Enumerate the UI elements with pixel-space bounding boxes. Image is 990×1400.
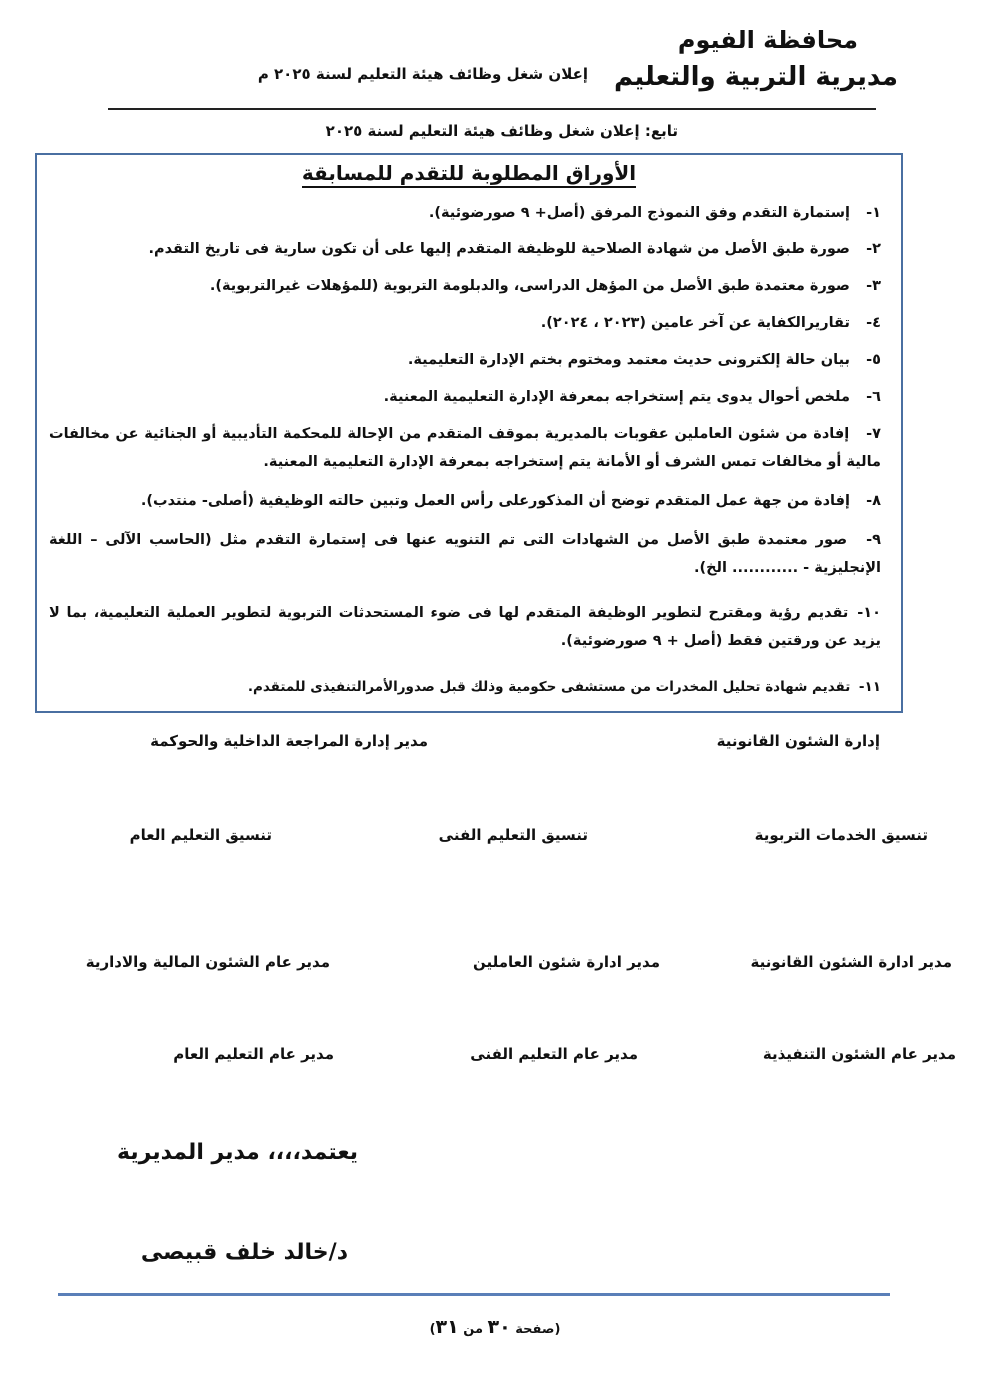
sig-dir-legal: مدير ادارة الشئون القانونية (750, 953, 952, 971)
requirements-box (35, 153, 903, 713)
list-item: ٧- إفادة من شئون العاملين عقوبات بالمديرية بموقف المتقدم من الإحالة للمحكمة التأديبية أو الجنائية عن مخالفات مالية أو مخالفات تمس الشرف أو الأمانة يتم إستخراجه بمعرفة الإدارة التعليمية المعنية. (49, 426, 881, 470)
sig-gm-finance: مدير عام الشئون المالية والادارية (85, 953, 330, 971)
page-number: (صفحة ٣٠ من ٣١) (429, 1316, 561, 1338)
list-item: ٣- صورة معتمدة طبق الأصل من المؤهل الدراسى، والدبلومة التربوية (للمؤهلات غيرالتربوية). (209, 278, 881, 294)
sig-legal-admin: إدارة الشئون القانونية (716, 732, 880, 750)
director-name: د/خالد خلف قبيصى (140, 1240, 348, 1265)
list-item: ١١- تقديم شهادة تحليل المخدرات من مستشفى حكومية وذلك قبل صدورالأمرالتنفيذى للمتقدم. (247, 679, 881, 695)
list-item: ٤- تقاريرالكفاية عن آخر عامين (٢٠٢٣ ، ٢٠٢٤). (540, 315, 881, 331)
directorate-title: مديرية التربية والتعليم (613, 62, 898, 92)
list-item: ٦- ملخص أحوال يدوى يتم إستخراجه بمعرفة الإدارة التعليمية المعنية. (383, 389, 881, 405)
footer-divider (58, 1293, 890, 1296)
sig-dir-personnel: مدير ادارة شئون العاملين (472, 953, 660, 971)
requirements-title: الأوراق المطلوبة للتقدم للمسابقة (37, 161, 901, 185)
sig-audit-director: مدير إدارة المراجعة الداخلية والحوكمة (150, 732, 428, 750)
approval-line: يعتمد،،،، مدير المديرية (117, 1140, 358, 1165)
sig-gm-technical: مدير عام التعليم الفنى (470, 1045, 638, 1063)
list-item: ١- إستمارة التقدم وفق النموذج المرفق (أصل+ ٩ صورضوئية). (428, 205, 881, 221)
announcement-title: إعلان شغل وظائف هيئة التعليم لسنة ٢٠٢٥ م (257, 65, 588, 83)
list-item: ٩- صور معتمدة طبق الأصل من الشهادات التى تم التنويه عنها فى إستمارة التقدم مثل (الحاسب الآلى – اللغة الإنجليزية - ............ الخ). (49, 532, 881, 576)
list-item: ٥- بيان حالة إلكترونى حديث معتمد ومختوم بختم الإدارة التعليمية. (407, 352, 881, 368)
sig-coord-edu-services: تنسيق الخدمات التربوية (754, 826, 928, 844)
continuation-subtitle: تابع: إعلان شغل وظائف هيئة التعليم لسنة ٢٠٢٥ (325, 122, 678, 140)
list-item: ٨- إفادة من جهة عمل المتقدم توضح أن المذكورعلى رأس العمل وتبين حالته الوظيفية (أصلى- منتدب). (140, 493, 881, 509)
sig-coord-technical: تنسيق التعليم الفنى (438, 826, 588, 844)
sig-coord-general: تنسيق التعليم العام (129, 826, 272, 844)
governorate-title: محافظة الفيوم (677, 26, 858, 54)
sig-gm-executive: مدير عام الشئون التنفيذية (762, 1045, 956, 1063)
sig-gm-general: مدير عام التعليم العام (173, 1045, 334, 1063)
header-divider (108, 108, 876, 110)
list-item: ١٠- تقديم رؤية ومقترح لتطوير الوظيفة المتقدم لها فى ضوء المستحدثات التربوية لتطوير العملية التعليمية، بما لا يزيد عن ورقتين فقط (أصل + ٩ صورضوئية). (49, 605, 881, 649)
list-item: ٢- صورة طبق الأصل من شهادة الصلاحية للوظيفة المتقدم إليها على أن تكون سارية فى تاريخ التقدم. (148, 241, 881, 257)
